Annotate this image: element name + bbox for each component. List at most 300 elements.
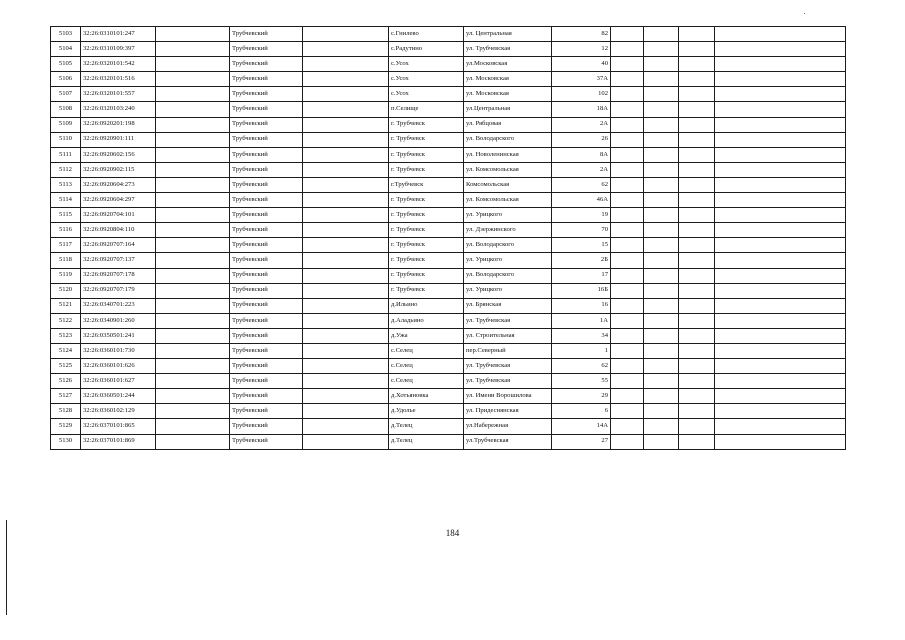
- cell-house-number: 1А: [552, 313, 611, 328]
- cell-street: пер.Северный: [464, 343, 552, 358]
- cell-cadastral-number: 32:26:0310101:247: [81, 27, 156, 42]
- cell-cadastral-number: 32:26:0360501:244: [81, 389, 156, 404]
- page-number: 184: [445, 528, 460, 538]
- cell-empty: [715, 389, 846, 404]
- cell-empty: [303, 313, 389, 328]
- registry-body: [51, 27, 846, 450]
- cell-empty: [679, 132, 715, 147]
- cell-row-number: 5128: [51, 404, 81, 419]
- table-row: [51, 283, 846, 298]
- table-row: [51, 434, 846, 449]
- cell-cadastral-number: 32:26:0920707:179: [81, 283, 156, 298]
- cell-empty: [715, 313, 846, 328]
- table-row: [51, 253, 846, 268]
- table-row: [51, 374, 846, 389]
- cell-empty: [611, 162, 644, 177]
- cell-house-number: 70: [552, 223, 611, 238]
- cell-empty: [679, 193, 715, 208]
- cell-cadastral-number: 32:26:0920707:164: [81, 238, 156, 253]
- cell-cadastral-number: 32:26:0920704:101: [81, 208, 156, 223]
- table-row: [51, 117, 846, 132]
- cell-district: Трубчевский: [230, 283, 303, 298]
- table-row: [51, 132, 846, 147]
- cell-empty: [156, 283, 230, 298]
- cell-settlement: с.Радутино: [389, 42, 464, 57]
- cell-empty: [156, 404, 230, 419]
- cell-empty: [644, 42, 679, 57]
- cell-cadastral-number: 32:26:0360101:626: [81, 359, 156, 374]
- cell-empty: [679, 223, 715, 238]
- cell-district: Трубчевский: [230, 268, 303, 283]
- cell-empty: [715, 193, 846, 208]
- cell-empty: [156, 193, 230, 208]
- cell-street: ул. Центральная: [464, 27, 552, 42]
- cell-empty: [644, 268, 679, 283]
- cell-empty: [715, 283, 846, 298]
- cell-empty: [156, 87, 230, 102]
- cell-empty: [303, 102, 389, 117]
- cell-empty: [156, 419, 230, 434]
- cell-empty: [715, 147, 846, 162]
- cell-empty: [679, 328, 715, 343]
- cell-district: Трубчевский: [230, 208, 303, 223]
- cell-empty: [156, 117, 230, 132]
- cell-empty: [156, 343, 230, 358]
- cell-street: ул. Урицкого: [464, 208, 552, 223]
- scan-speck: [804, 13, 805, 14]
- cell-row-number: 5115: [51, 208, 81, 223]
- cell-row-number: 5126: [51, 374, 81, 389]
- table-row: [51, 313, 846, 328]
- cell-row-number: 5120: [51, 283, 81, 298]
- cell-district: Трубчевский: [230, 162, 303, 177]
- cell-house-number: 19: [552, 208, 611, 223]
- cell-settlement: г.Трубчевск: [389, 177, 464, 192]
- cell-empty: [679, 162, 715, 177]
- cell-house-number: 14А: [552, 419, 611, 434]
- cell-empty: [644, 343, 679, 358]
- cell-empty: [303, 57, 389, 72]
- cell-house-number: 16: [552, 298, 611, 313]
- cell-cadastral-number: 32:26:0360101:730: [81, 343, 156, 358]
- cell-empty: [715, 208, 846, 223]
- cell-settlement: д.Аладьино: [389, 313, 464, 328]
- binding-margin-line: [6, 520, 7, 615]
- cell-row-number: 5104: [51, 42, 81, 57]
- cell-district: Трубчевский: [230, 223, 303, 238]
- cell-settlement: г. Трубчевск: [389, 253, 464, 268]
- cell-settlement: г. Трубчевск: [389, 283, 464, 298]
- cell-empty: [715, 359, 846, 374]
- cell-row-number: 5130: [51, 434, 81, 449]
- cell-empty: [156, 102, 230, 117]
- cell-street: ул. Урицкого: [464, 253, 552, 268]
- cell-house-number: 1: [552, 343, 611, 358]
- cell-empty: [611, 419, 644, 434]
- cell-empty: [679, 419, 715, 434]
- cell-district: Трубчевский: [230, 359, 303, 374]
- cell-empty: [679, 147, 715, 162]
- cell-house-number: 40: [552, 57, 611, 72]
- cell-street: ул. Урицкого: [464, 283, 552, 298]
- cell-empty: [644, 374, 679, 389]
- cell-row-number: 5110: [51, 132, 81, 147]
- cell-settlement: с.Селец: [389, 359, 464, 374]
- cell-district: Трубчевский: [230, 177, 303, 192]
- cell-settlement: г. Трубчевск: [389, 117, 464, 132]
- cell-empty: [303, 359, 389, 374]
- cell-empty: [156, 298, 230, 313]
- cell-empty: [303, 162, 389, 177]
- cell-street: ул. Московская: [464, 87, 552, 102]
- cell-house-number: 46А: [552, 193, 611, 208]
- cell-empty: [644, 147, 679, 162]
- cell-house-number: 18А: [552, 102, 611, 117]
- cell-street: ул. Строительная: [464, 328, 552, 343]
- cell-empty: [715, 102, 846, 117]
- cell-empty: [303, 223, 389, 238]
- table-row: [51, 238, 846, 253]
- cell-empty: [156, 359, 230, 374]
- cell-empty: [679, 253, 715, 268]
- cell-empty: [715, 419, 846, 434]
- cell-empty: [679, 102, 715, 117]
- cell-empty: [715, 374, 846, 389]
- cell-empty: [156, 42, 230, 57]
- cell-row-number: 5112: [51, 162, 81, 177]
- cell-settlement: г. Трубчевск: [389, 193, 464, 208]
- cell-district: Трубчевский: [230, 57, 303, 72]
- cell-settlement: д.Удолье: [389, 404, 464, 419]
- cell-cadastral-number: 32:26:0320101:542: [81, 57, 156, 72]
- cell-empty: [715, 238, 846, 253]
- cell-house-number: 62: [552, 359, 611, 374]
- cell-settlement: д.Ужа: [389, 328, 464, 343]
- cell-cadastral-number: 32:26:0310109:397: [81, 42, 156, 57]
- cell-empty: [679, 343, 715, 358]
- cell-empty: [715, 132, 846, 147]
- cell-cadastral-number: 32:26:0320103:240: [81, 102, 156, 117]
- cell-street: ул. Володарского: [464, 238, 552, 253]
- cell-empty: [303, 268, 389, 283]
- cell-row-number: 5111: [51, 147, 81, 162]
- cell-empty: [303, 238, 389, 253]
- cell-empty: [715, 117, 846, 132]
- cell-empty: [715, 177, 846, 192]
- cell-empty: [303, 343, 389, 358]
- table-row: [51, 404, 846, 419]
- cell-settlement: г. Трубчевск: [389, 268, 464, 283]
- cell-street: ул. Московская: [464, 72, 552, 87]
- table-row: [51, 343, 846, 358]
- cell-district: Трубчевский: [230, 42, 303, 57]
- cell-house-number: 82: [552, 27, 611, 42]
- cell-settlement: г. Трубчевск: [389, 238, 464, 253]
- cell-row-number: 5119: [51, 268, 81, 283]
- cell-empty: [156, 434, 230, 449]
- cell-settlement: д.Телец: [389, 419, 464, 434]
- cell-empty: [156, 147, 230, 162]
- cell-empty: [611, 102, 644, 117]
- cell-settlement: с.Селец: [389, 374, 464, 389]
- cell-district: Трубчевский: [230, 147, 303, 162]
- cell-empty: [679, 298, 715, 313]
- cell-row-number: 5103: [51, 27, 81, 42]
- cell-empty: [303, 298, 389, 313]
- cell-empty: [303, 328, 389, 343]
- cell-street: ул. Новоленинская: [464, 147, 552, 162]
- cell-empty: [644, 132, 679, 147]
- cell-row-number: 5121: [51, 298, 81, 313]
- cell-empty: [156, 132, 230, 147]
- cell-street: ул. Володарского: [464, 132, 552, 147]
- cell-row-number: 5108: [51, 102, 81, 117]
- cell-district: Трубчевский: [230, 193, 303, 208]
- cell-street: ул.Московская: [464, 57, 552, 72]
- cell-settlement: г. Трубчевск: [389, 162, 464, 177]
- cell-cadastral-number: 32:26:0370101:865: [81, 419, 156, 434]
- cell-cadastral-number: 32:26:0360102:129: [81, 404, 156, 419]
- cell-cadastral-number: 32:26:0920201:198: [81, 117, 156, 132]
- cell-empty: [611, 147, 644, 162]
- table-row: [51, 389, 846, 404]
- cell-empty: [303, 193, 389, 208]
- cell-empty: [611, 132, 644, 147]
- cell-house-number: 27: [552, 434, 611, 449]
- table-row: [51, 419, 846, 434]
- cell-street: ул.Центральная: [464, 102, 552, 117]
- cell-empty: [679, 177, 715, 192]
- cell-empty: [611, 57, 644, 72]
- cell-empty: [644, 72, 679, 87]
- cell-cadastral-number: 32:26:0350501:241: [81, 328, 156, 343]
- cell-empty: [644, 177, 679, 192]
- cell-empty: [715, 42, 846, 57]
- cell-empty: [679, 374, 715, 389]
- cell-empty: [156, 72, 230, 87]
- table-row: [51, 177, 846, 192]
- cell-empty: [156, 313, 230, 328]
- table-row: [51, 328, 846, 343]
- cell-empty: [303, 404, 389, 419]
- cell-cadastral-number: 32:26:0920602:156: [81, 147, 156, 162]
- cell-empty: [679, 57, 715, 72]
- cell-house-number: 29: [552, 389, 611, 404]
- cell-settlement: д.Хотьяновка: [389, 389, 464, 404]
- cell-empty: [611, 283, 644, 298]
- cell-empty: [679, 404, 715, 419]
- cell-cadastral-number: 32:26:0320101:516: [81, 72, 156, 87]
- cell-settlement: с.Усох: [389, 57, 464, 72]
- cell-row-number: 5105: [51, 57, 81, 72]
- cell-empty: [611, 359, 644, 374]
- cell-settlement: с.Усох: [389, 72, 464, 87]
- cell-street: ул. Дзержинского: [464, 223, 552, 238]
- cell-cadastral-number: 32:26:0340901:260: [81, 313, 156, 328]
- cell-empty: [679, 208, 715, 223]
- cell-cadastral-number: 32:26:0320101:557: [81, 87, 156, 102]
- table-row: [51, 268, 846, 283]
- cell-empty: [644, 313, 679, 328]
- table-row: [51, 72, 846, 87]
- cell-house-number: 2А: [552, 117, 611, 132]
- cell-empty: [156, 268, 230, 283]
- cell-empty: [715, 404, 846, 419]
- cell-empty: [611, 434, 644, 449]
- cell-empty: [679, 238, 715, 253]
- cell-row-number: 5109: [51, 117, 81, 132]
- cell-empty: [644, 434, 679, 449]
- cell-district: Трубчевский: [230, 298, 303, 313]
- cell-empty: [644, 238, 679, 253]
- cell-street: ул. Трубчевская: [464, 374, 552, 389]
- cell-empty: [156, 328, 230, 343]
- cell-empty: [156, 208, 230, 223]
- cell-empty: [715, 268, 846, 283]
- cell-empty: [156, 57, 230, 72]
- table-row: [51, 102, 846, 117]
- cell-empty: [679, 87, 715, 102]
- cell-empty: [715, 162, 846, 177]
- cell-empty: [679, 27, 715, 42]
- cell-settlement: г. Трубчевск: [389, 132, 464, 147]
- cell-district: Трубчевский: [230, 389, 303, 404]
- cell-empty: [611, 208, 644, 223]
- cell-street: ул. Комсомольская: [464, 193, 552, 208]
- cell-row-number: 5123: [51, 328, 81, 343]
- cell-district: Трубчевский: [230, 27, 303, 42]
- cell-house-number: 2Б: [552, 253, 611, 268]
- cell-cadastral-number: 32:26:0360101:627: [81, 374, 156, 389]
- cell-empty: [611, 87, 644, 102]
- table-row: [51, 147, 846, 162]
- cell-empty: [679, 434, 715, 449]
- cell-empty: [644, 27, 679, 42]
- cell-empty: [156, 238, 230, 253]
- cell-settlement: п.Селище: [389, 102, 464, 117]
- cell-house-number: 55: [552, 374, 611, 389]
- cell-empty: [715, 72, 846, 87]
- cell-empty: [611, 253, 644, 268]
- cell-house-number: 37А: [552, 72, 611, 87]
- cell-empty: [715, 434, 846, 449]
- cell-empty: [303, 419, 389, 434]
- cell-empty: [611, 298, 644, 313]
- cell-district: Трубчевский: [230, 434, 303, 449]
- cell-empty: [303, 389, 389, 404]
- cell-empty: [644, 404, 679, 419]
- cell-empty: [156, 177, 230, 192]
- cell-cadastral-number: 32:26:0920902:115: [81, 162, 156, 177]
- cell-settlement: с.Усох: [389, 87, 464, 102]
- cell-empty: [715, 223, 846, 238]
- cell-district: Трубчевский: [230, 419, 303, 434]
- cell-empty: [679, 283, 715, 298]
- cell-district: Трубчевский: [230, 253, 303, 268]
- cell-street: ул. Рябцовая: [464, 117, 552, 132]
- cell-empty: [303, 208, 389, 223]
- cell-empty: [611, 268, 644, 283]
- cell-house-number: 16Б: [552, 283, 611, 298]
- cell-cadastral-number: 32:26:0920804:110: [81, 223, 156, 238]
- cell-empty: [611, 313, 644, 328]
- cell-empty: [644, 389, 679, 404]
- cell-empty: [644, 253, 679, 268]
- cell-empty: [644, 87, 679, 102]
- cell-empty: [303, 132, 389, 147]
- cell-house-number: 17: [552, 268, 611, 283]
- cell-district: Трубчевский: [230, 132, 303, 147]
- cell-house-number: 12: [552, 42, 611, 57]
- cell-empty: [611, 42, 644, 57]
- cell-empty: [303, 147, 389, 162]
- cell-empty: [715, 27, 846, 42]
- cell-empty: [644, 298, 679, 313]
- cell-empty: [611, 328, 644, 343]
- cell-empty: [303, 87, 389, 102]
- cell-district: Трубчевский: [230, 102, 303, 117]
- cell-empty: [679, 268, 715, 283]
- table-row: [51, 193, 846, 208]
- cell-district: Трубчевский: [230, 404, 303, 419]
- cell-empty: [644, 162, 679, 177]
- cell-empty: [156, 253, 230, 268]
- cell-empty: [715, 57, 846, 72]
- cell-empty: [156, 162, 230, 177]
- cell-house-number: 62: [552, 177, 611, 192]
- cell-empty: [611, 238, 644, 253]
- cell-district: Трубчевский: [230, 238, 303, 253]
- table-row: [51, 298, 846, 313]
- cell-empty: [644, 359, 679, 374]
- cell-house-number: 26: [552, 132, 611, 147]
- cell-empty: [644, 208, 679, 223]
- cell-settlement: с.Гнилево: [389, 27, 464, 42]
- cell-empty: [611, 117, 644, 132]
- table-row: [51, 208, 846, 223]
- cell-empty: [303, 117, 389, 132]
- cell-empty: [679, 359, 715, 374]
- cell-empty: [156, 27, 230, 42]
- cell-house-number: 8А: [552, 147, 611, 162]
- cell-empty: [611, 223, 644, 238]
- cell-empty: [303, 283, 389, 298]
- cell-empty: [679, 389, 715, 404]
- cell-row-number: 5124: [51, 343, 81, 358]
- table-row: [51, 223, 846, 238]
- cell-empty: [611, 389, 644, 404]
- cell-district: Трубчевский: [230, 374, 303, 389]
- cell-empty: [644, 328, 679, 343]
- cell-row-number: 5117: [51, 238, 81, 253]
- cell-row-number: 5107: [51, 87, 81, 102]
- cell-cadastral-number: 32:26:0920707:137: [81, 253, 156, 268]
- cell-cadastral-number: 32:26:0920707:178: [81, 268, 156, 283]
- cell-settlement: г. Трубчевск: [389, 208, 464, 223]
- cell-empty: [611, 343, 644, 358]
- cell-empty: [644, 57, 679, 72]
- cell-district: Трубчевский: [230, 87, 303, 102]
- cell-street: ул. Брянская: [464, 298, 552, 313]
- table-row: [51, 87, 846, 102]
- table-row: [51, 359, 846, 374]
- cell-empty: [715, 87, 846, 102]
- cell-empty: [715, 328, 846, 343]
- registry-table: [50, 26, 846, 450]
- cell-empty: [679, 117, 715, 132]
- cell-district: Трубчевский: [230, 72, 303, 87]
- cell-empty: [679, 313, 715, 328]
